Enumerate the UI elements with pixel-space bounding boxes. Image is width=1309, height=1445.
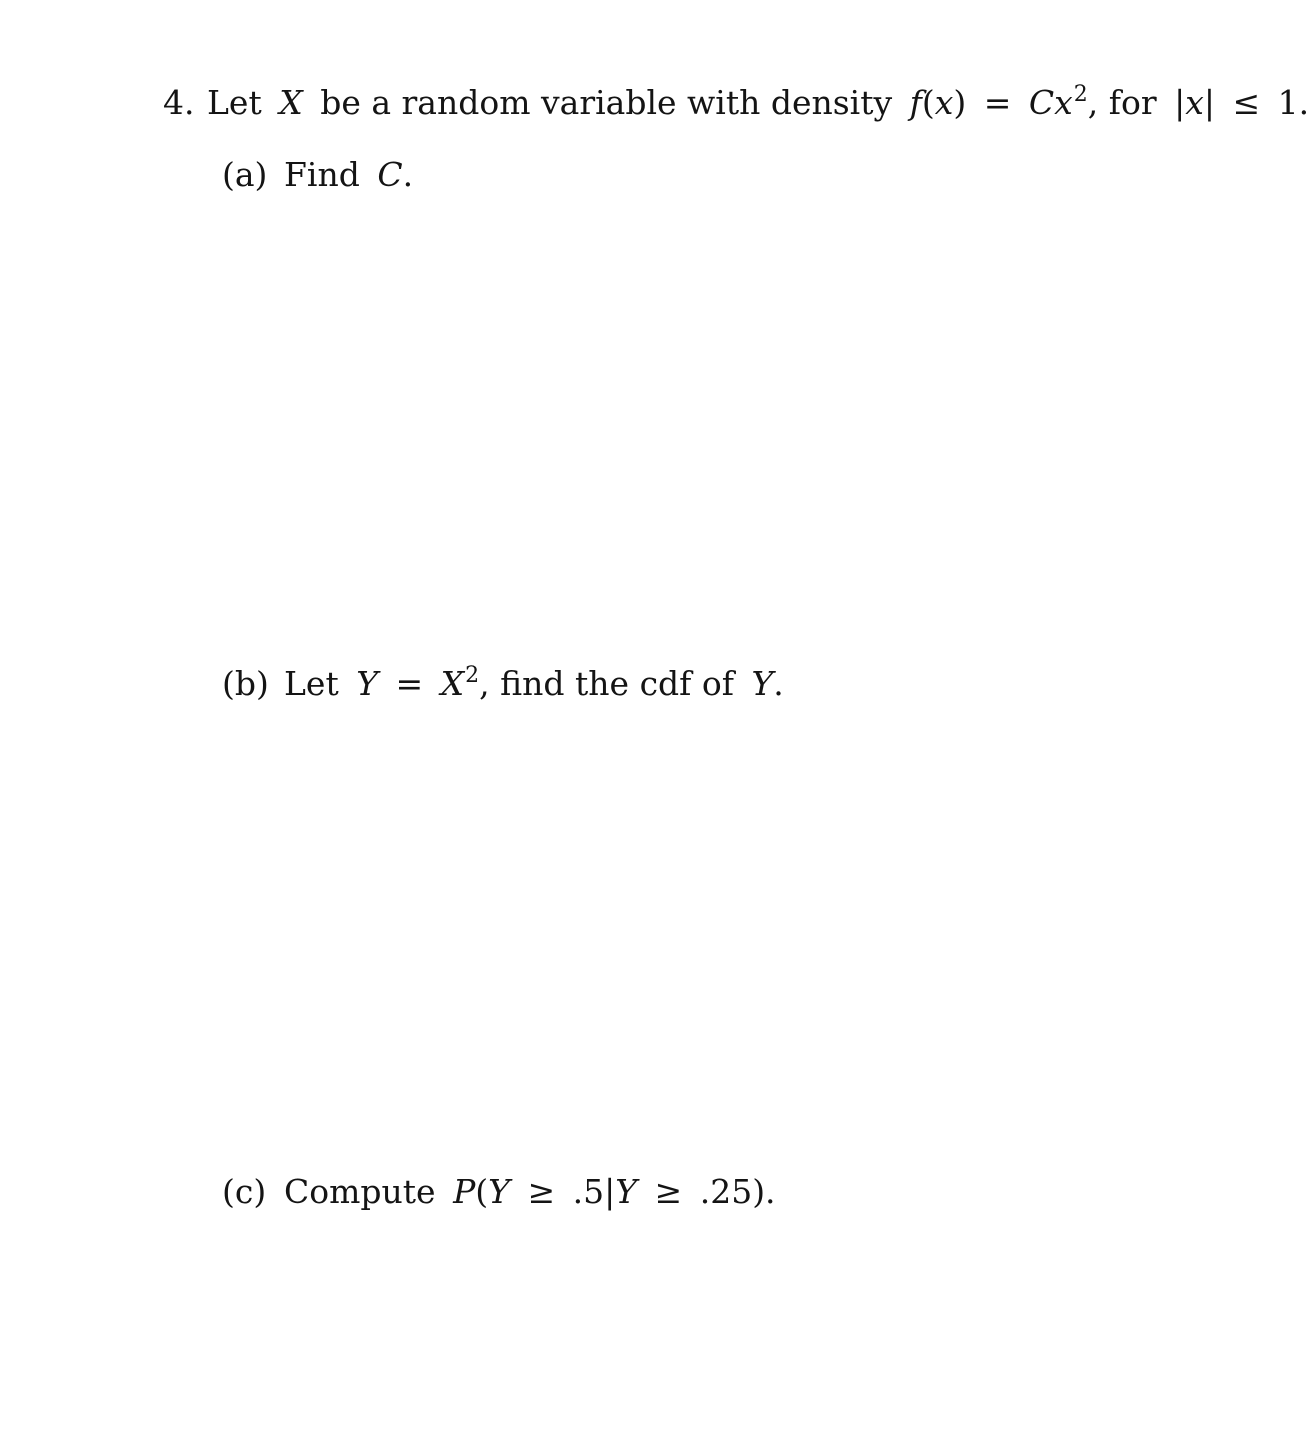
math-number: .25	[699, 1172, 753, 1211]
math-var: x	[1054, 83, 1073, 122]
math-var: X	[440, 664, 465, 703]
math-abs: |	[1174, 83, 1186, 122]
math-op: =	[395, 664, 424, 703]
math-var: C	[377, 155, 403, 194]
math-op: =	[983, 83, 1012, 122]
math-bar: |	[604, 1172, 616, 1211]
text: , for	[1087, 83, 1157, 122]
math-exponent: 2	[1073, 82, 1088, 107]
text: Let	[207, 83, 262, 122]
part-a	[222, 155, 414, 194]
math-number: 1.	[1277, 83, 1309, 122]
math-var: C	[1028, 83, 1055, 122]
math-number: .5	[572, 1172, 605, 1211]
math-var: Y	[615, 1172, 638, 1211]
problem-header	[163, 82, 1309, 122]
math-exponent: 2	[465, 663, 480, 688]
math-var: P	[453, 1172, 476, 1211]
answer-space-b	[222, 720, 1222, 1160]
math-var: Y	[488, 1172, 510, 1211]
text: , find the cdf of	[479, 664, 734, 703]
text: Compute	[284, 1172, 436, 1211]
part-c	[222, 1172, 776, 1211]
problem-number: 4.	[163, 83, 195, 122]
text: .	[402, 155, 414, 194]
math-var: Y	[356, 664, 379, 703]
math-abs: |	[1203, 83, 1215, 122]
answer-space-a	[222, 210, 1222, 650]
math-op: ≤	[1232, 83, 1261, 122]
math-var: x	[1185, 83, 1204, 122]
text: Find	[284, 155, 360, 194]
part-label: (b)	[222, 664, 269, 703]
math-var: Y	[751, 664, 774, 703]
math-op: ≥	[527, 1172, 556, 1211]
text: .	[773, 664, 784, 703]
math-op: ≥	[654, 1172, 683, 1211]
math-var: f	[909, 83, 922, 122]
math-paren: )	[953, 83, 967, 122]
part-b	[222, 663, 784, 703]
part-label: (a)	[222, 155, 268, 194]
math-paren: (	[475, 1172, 489, 1211]
answer-space-c	[222, 1230, 1222, 1430]
math-var: X	[279, 83, 303, 122]
text: Let	[284, 664, 339, 703]
math-var: x	[934, 83, 954, 122]
text: be a random variable with density	[320, 83, 893, 122]
math-paren: (	[921, 83, 935, 122]
part-label: (c)	[222, 1172, 267, 1211]
math-paren: ).	[752, 1172, 776, 1211]
